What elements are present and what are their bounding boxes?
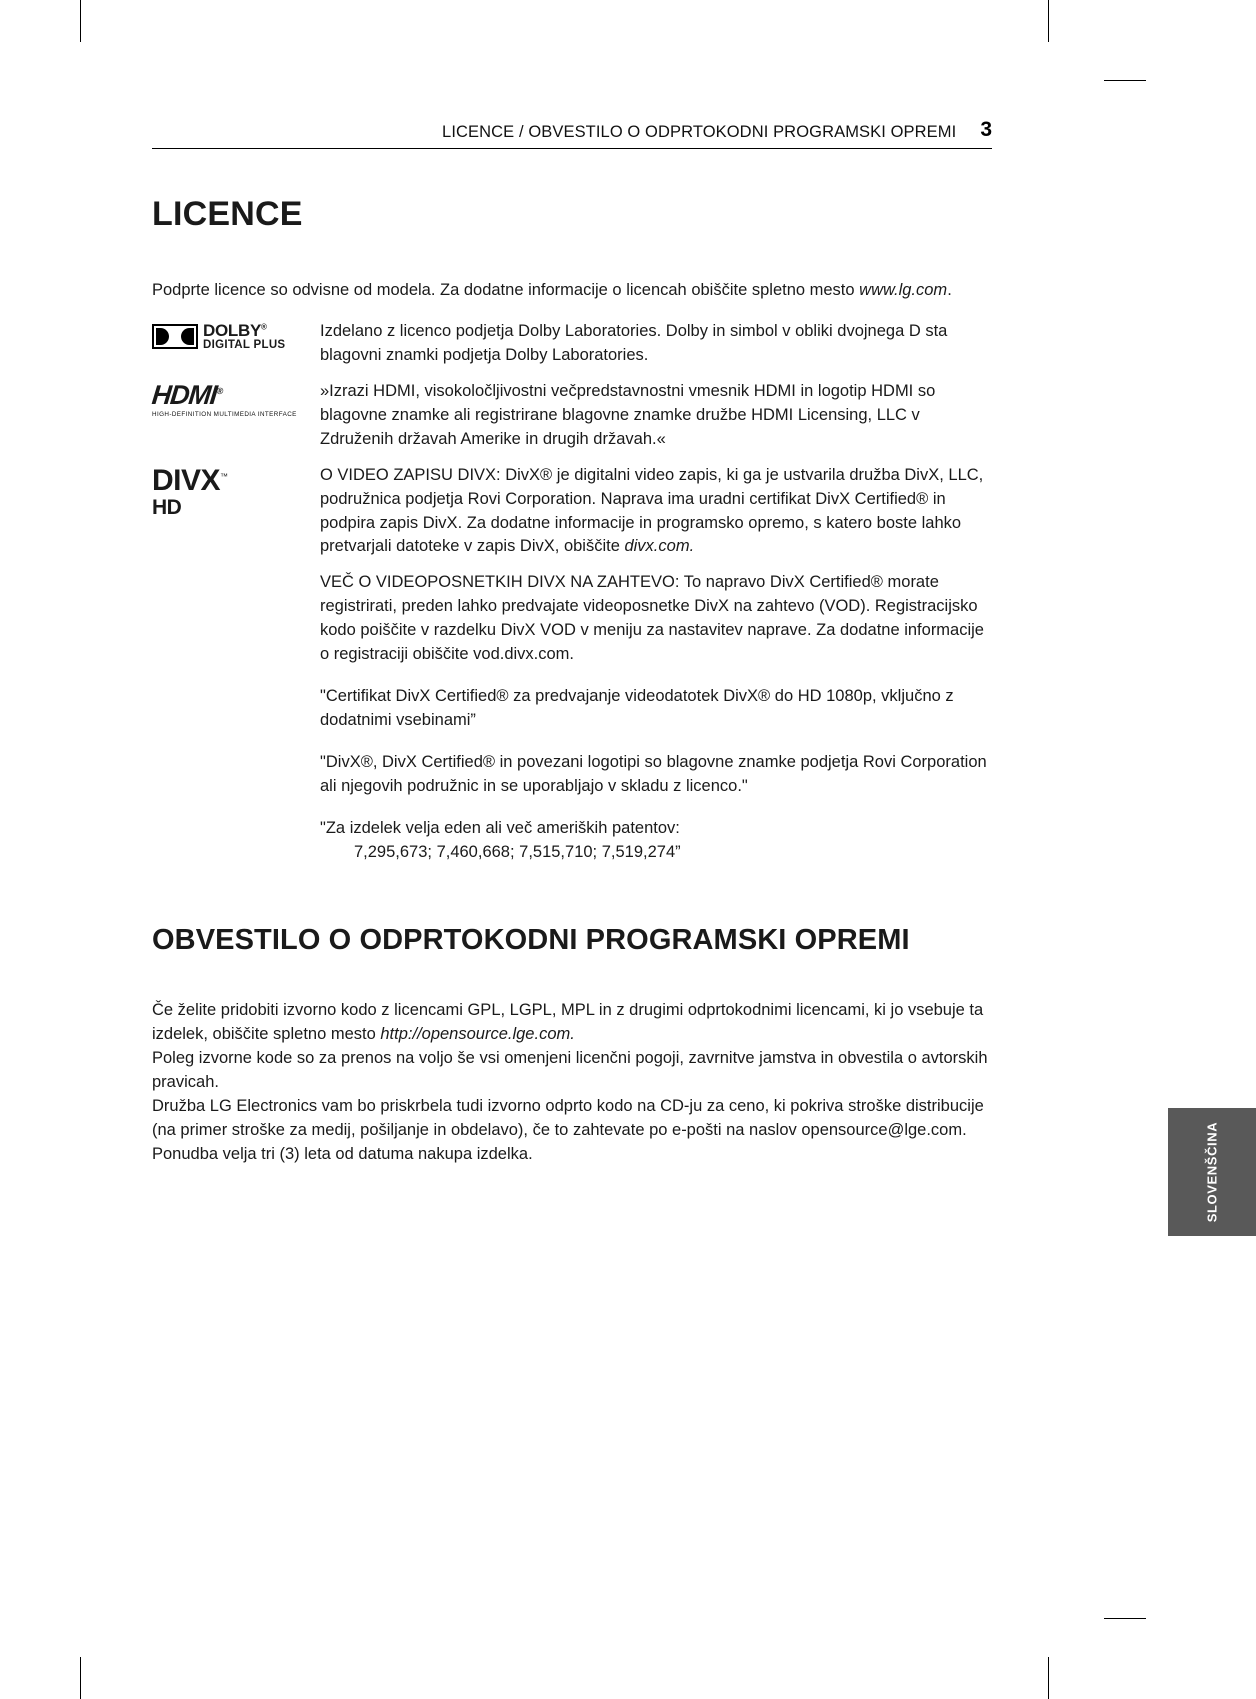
hdmi-logo-cell [152,380,320,421]
licence-intro-url: www.lg.com [859,281,948,299]
page-content [152,195,996,1167]
divx-extra-paragraphs [320,571,996,864]
hdmi-paragraph: »Izrazi HDMI, visokoločljivostni večpredstavnostni vmesnik HDMI in logotip HDMI so blagovne znamke ali registrirane blagovne znamke družbe HDMI Licensing, LLC v Združenih državah Amerike in drugih državah.« [320,381,936,448]
divx-patent-paragraph [320,817,996,865]
licence-heading: LICENCE [152,195,303,233]
hdmi-logo-word: HDMI [150,379,218,410]
dolby-logo-cell [152,320,320,352]
language-side-tab [1168,1108,1256,1236]
page-header [152,118,992,149]
divx-logo-subword: HD [152,495,182,519]
licence-entry-hdmi [152,380,996,452]
patent-intro: "Za izdelek velja eden ali več ameriških patentov: [320,818,680,837]
hdmi-text-cell [320,380,996,452]
divx-paragraph-url: divx.com. [624,537,695,556]
divx-hd-icon: DIVX™ HD [152,463,229,519]
opensource-body [152,998,996,1167]
crop-mark-bottom-right [1048,1657,1049,1699]
dolby-digital-plus-icon: DOLBY® DIGITAL PLUS [152,322,320,352]
dolby-logo-subword: DIGITAL PLUS [203,339,286,352]
opensource-paragraph-1 [152,998,996,1046]
crop-mark-bottom-left [80,1657,81,1699]
opensource-heading: OBVESTILO O ODPRTOKODNI PROGRAMSKI OPREMI [152,923,910,956]
dolby-text-cell [320,320,996,368]
crop-mark-right-top [1104,80,1146,81]
divx-logo-cell [152,464,320,519]
divx-certified-paragraph: "Certifikat DivX Certified® za predvajanje videodatotek DivX® do HD 1080p, vključno z dodatnimi vsebinami” [320,687,954,729]
dolby-logo-word: DOLBY [203,321,262,341]
hdmi-logo-subword: HIGH-DEFINITION MULTIMEDIA INTERFACE [152,410,297,418]
page-number: 3 [980,118,992,141]
header-title: LICENCE / OBVESTILO O ODPRTOKODNI PROGRAMSKI OPREMI [442,123,957,141]
licence-intro [152,278,996,302]
hdmi-icon: HDMI® HIGH-DEFINITION MULTIMEDIA INTERFACE [150,379,297,418]
opensource-paragraph-2: Poleg izvorne kode so za prenos na voljo še vsi omenjeni licenčni pogoji, zavrnitve jamstva in obvestila o avtorskih pravicah. [152,1049,988,1092]
crop-mark-top-right [1048,0,1049,42]
dolby-double-d-icon [152,324,198,349]
opensource-paragraph-3: Družba LG Electronics vam bo priskrbela tudi izvorno odprto kodo na CD-ju za ceno, ki pokriva stroške distribucije (na primer stroške za medij, pošiljanje in obdelavo), če to zahtevate po e-pošti na naslov opensource@lge.com. Ponudba velja tri (3) leta od datuma nakupa izdelka. [152,1097,984,1164]
licence-entry-dolby [152,320,996,368]
licence-entry-divx [152,464,996,560]
divx-paragraph [320,464,996,560]
patent-numbers: 7,295,673; 7,460,668; 7,515,710; 7,519,274” [354,842,681,861]
crop-mark-right-bottom [1104,1618,1146,1619]
divx-paragraph-start: O VIDEO ZAPISU DIVX: DivX® je digitalni video zapis, ki ga je ustvarila družba DivX, LLC, podružnica podjetja Rovi Corporation. Naprava ima uradni certifikat DivX Certified® in podpira zapis DivX. Za dodatne informacije in programsko opremo, s katero boste lahko pretvarjali datoteke v zapis DivX, obiščite [320,465,984,556]
language-side-tab-label: SLOVENŠČINA [1204,1121,1220,1223]
licence-intro-text: Podprte licence so odvisne od modela. Za dodatne informacije o licencah obiščite spletno mesto [152,281,860,299]
divx-logo-word: DIVX [152,463,221,497]
divx-vod-paragraph: VEČ O VIDEOPOSNETKIH DIVX NA ZAHTEVO: To napravo DivX Certified® morate registrirati, preden lahko predvajate videoposnetke DivX na zahtevo (VOD). Registracijsko kodo poiščite v razdelku DivX VOD v meniju za nastavitev naprave. Za dodatne informacije o registraciji obiščite vod.divx.com. [320,573,984,664]
opensource-p1-url: http://opensource.lge.com. [380,1025,575,1044]
licence-intro-end: . [947,281,952,299]
dolby-paragraph: Izdelano z licenco podjetja Dolby Laboratories. Dolby in simbol v obliki dvojnega D sta blagovni znamki podjetja Dolby Laboratories. [320,322,948,364]
divx-text-cell [320,464,996,560]
opensource-p1-start: Če želite pridobiti izvorno kodo z licencami GPL, LGPL, MPL in z drugimi odprtokodnimi licencami, ki jo vsebuje ta izdelek, obiščite spletno mesto [152,1000,984,1044]
divx-trademark-paragraph: "DivX®, DivX Certified® in povezani logotipi so blagovne znamke podjetja Rovi Corporation ali njegovih podružnic in se uporabljajo v skladu z licenco." [320,752,987,795]
crop-mark-top-left [80,0,81,42]
